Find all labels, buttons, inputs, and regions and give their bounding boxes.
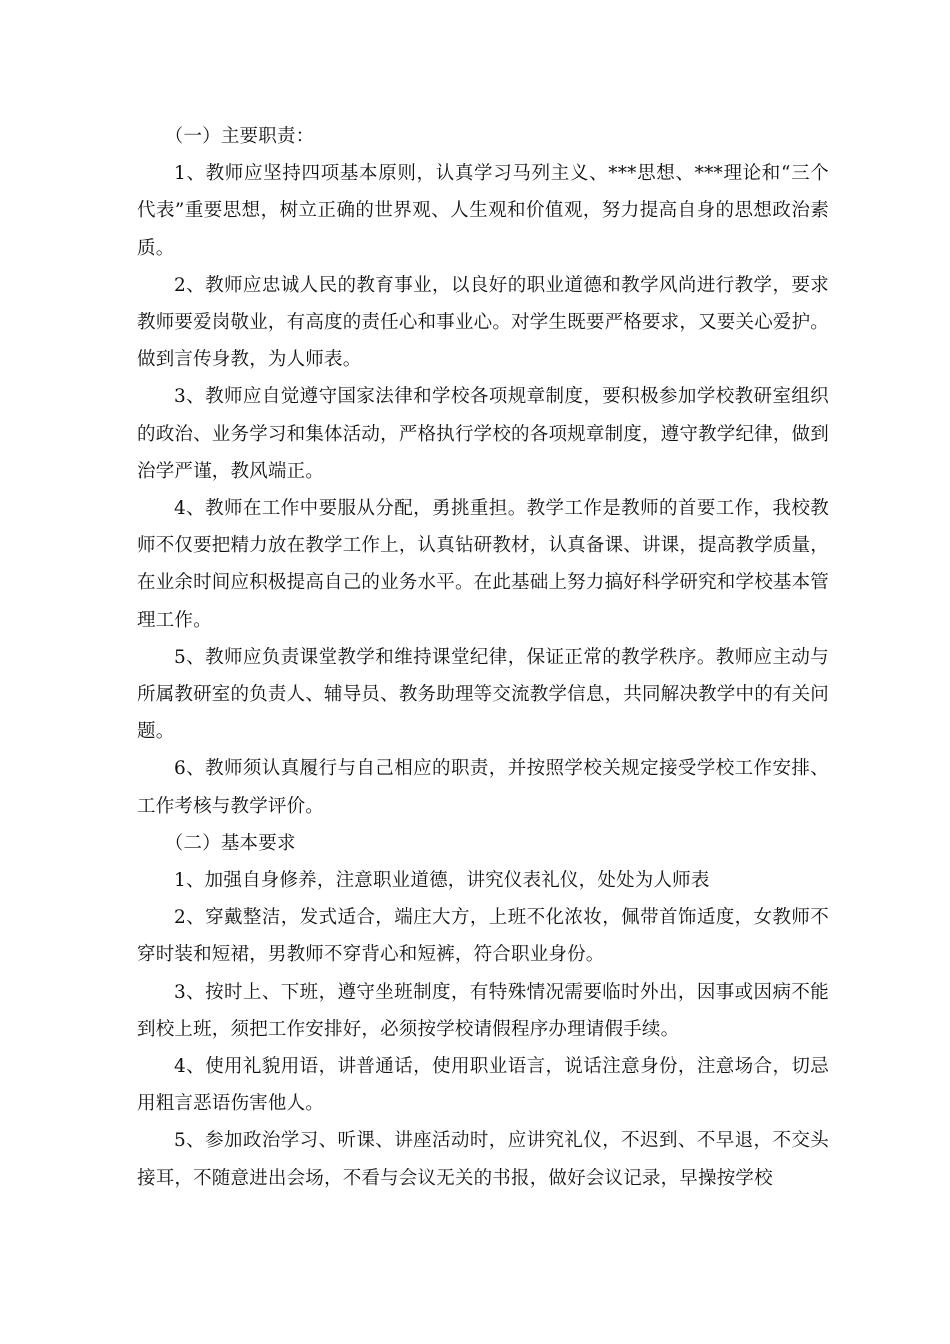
requirement-item-2: 2、穿戴整洁，发式适合，端庄大方，上班不化浓妆，佩带首饰适度，女教师不穿时装和短裙，男教师不穿背心和短裤，符合职业身份。 (137, 907, 829, 966)
section-heading-duties: （一）主要职责： (164, 126, 315, 147)
duty-item-4: 4、教师在工作中要服从分配，勇挑重担。教学工作是教师的首要工作，我校教师不仅要把精力放在教学工作上，认真钻研教材，认真备课、讲课，提高教学质量，在业余时间应积极提高自己的业务水平。在此基础上努力搞好科学研究和学校基本管理工作。 (137, 498, 829, 631)
requirement-item-3: 3、按时上、下班，遵守坐班制度，有特殊情况需要临时外出，因事或因病不能到校上班，须把工作安排好，必须按学校请假程序办理请假手续。 (137, 981, 829, 1040)
requirement-item-4: 4、使用礼貌用语，讲普通话，使用职业语言，说话注意身份，注意场合，切忌用粗言恶语伤害他人。 (137, 1056, 829, 1115)
duty-item-3: 3、教师应自觉遵守国家法律和学校各项规章制度，要积极参加学校教研室组织的政治、业务学习和集体活动，严格执行学校的各项规章制度，遵守教学纪律，做到治学严谨，教风端正。 (137, 386, 829, 482)
document-body (137, 118, 829, 1197)
duty-item-6: 6、教师须认真履行与自己相应的职责，并按照学校关规定接受学校工作安排、工作考核与教学评价。 (137, 758, 829, 817)
duty-item-5: 5、教师应负责课堂教学和维持课堂纪律，保证正常的教学秩序。教师应主动与所属教研室的负责人、辅导员、教务助理等交流教学信息，共同解决教学中的有关问题。 (137, 646, 829, 743)
requirement-item-1: 1、加强自身修养，注意职业道德，讲究仪表礼仪，处处为人师表 (174, 870, 710, 892)
duty-item-1: 1、教师应坚持四项基本原则，认真学习马列主义、***思想、***理论和“三个代表”重要思想，树立正确的世界观、人生观和价值观，努力提高自身的思想政治素质。 (137, 163, 829, 259)
duty-item-2: 2、教师应忠诚人民的教育事业，以良好的职业道德和教学风尚进行教学，要求教师要爱岗敬业，有高度的责任心和事业心。对学生既要严格要求，又要关心爱护。做到言传身教，为人师表。 (137, 274, 829, 371)
requirement-item-5: 5、参加政治学习、听课、讲座活动时，应讲究礼仪，不迟到、不早退，不交头接耳，不随意进出会场，不看与会议无关的书报，做好会议记录，早操按学校 (137, 1130, 829, 1189)
section-heading-requirements: （二）基本要求 (164, 832, 296, 854)
